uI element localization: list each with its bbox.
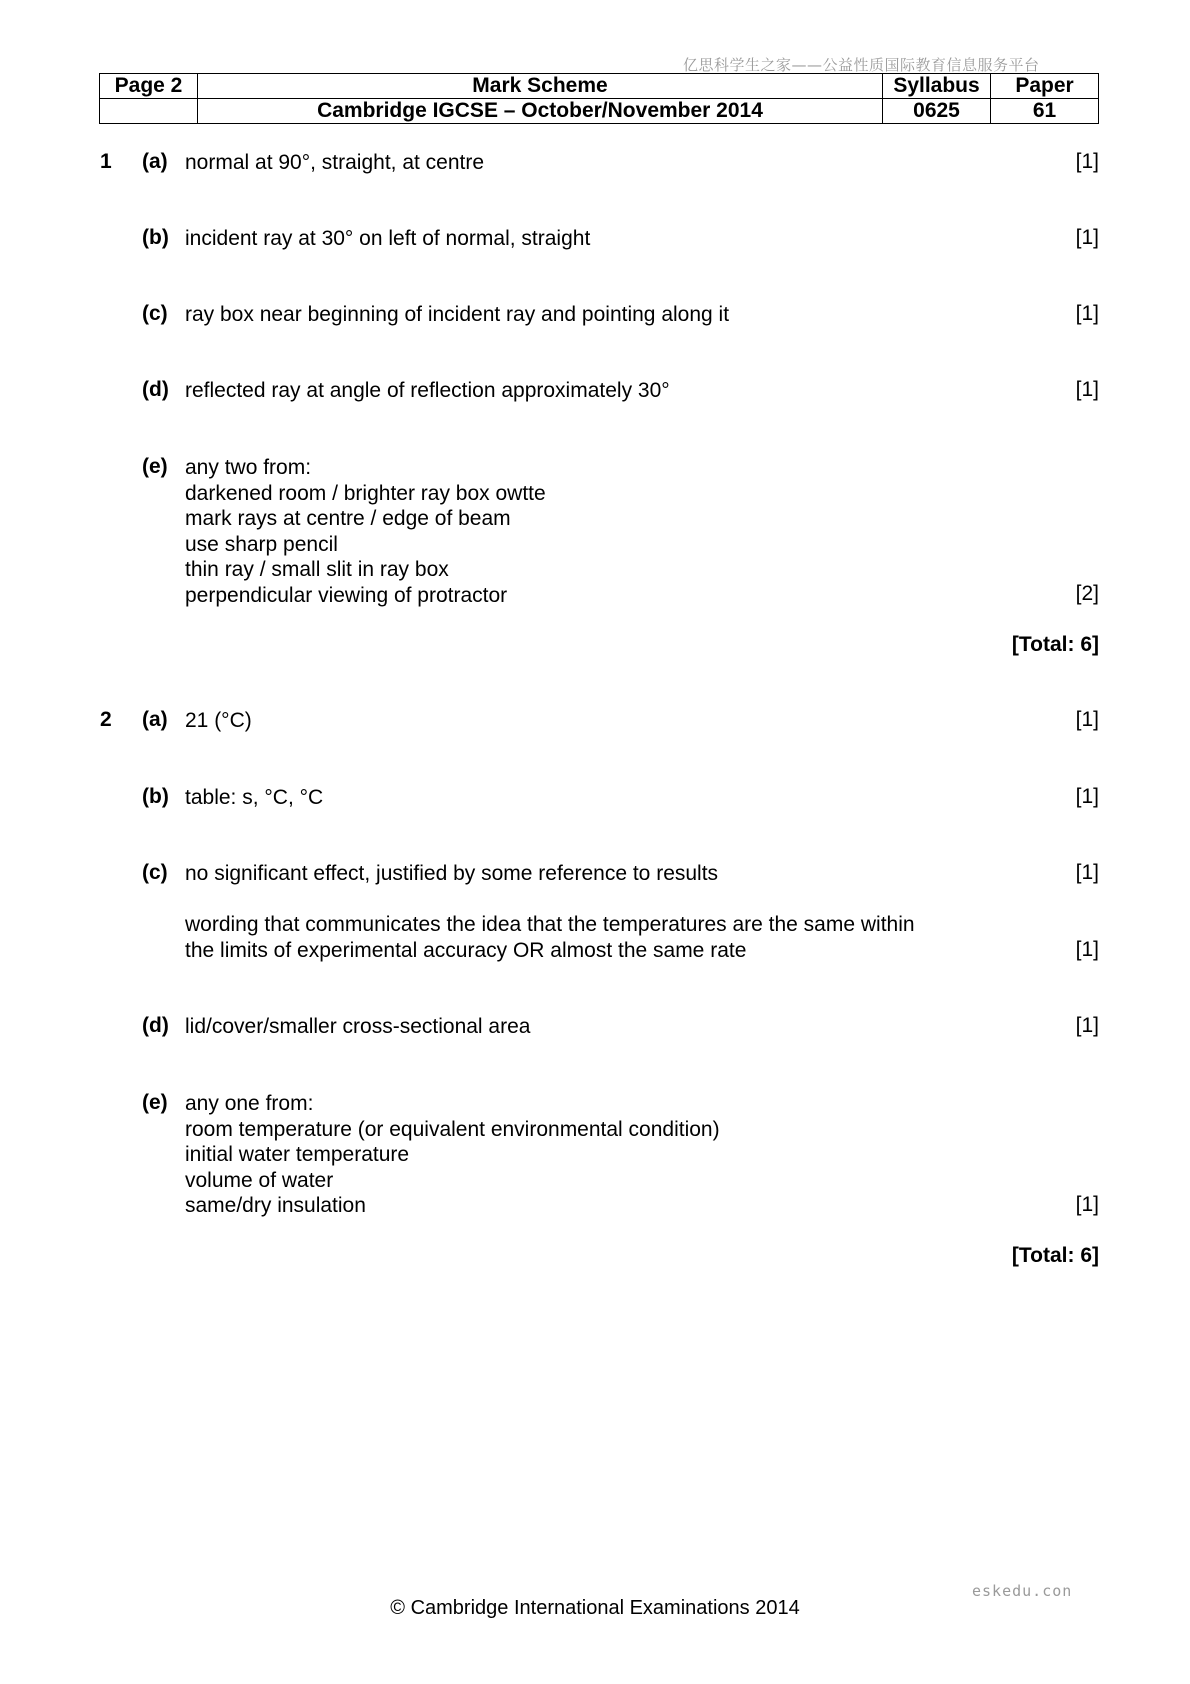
question-number: 2 [100, 708, 112, 731]
answer-text: lid/cover/smaller cross-sectional area [185, 1015, 531, 1038]
mark: [1] [1075, 861, 1099, 884]
answer-text: reflected ray at angle of reflection approximately 30° [185, 379, 670, 402]
answer-text: wording that communicates the idea that the temperatures are the same within the limits of experimental accuracy OR almost the same rate [185, 913, 915, 962]
answer-text: no significant effect, justified by some reference to results [185, 862, 719, 885]
list-item: mark rays at centre / edge of beam [185, 507, 511, 530]
mark: [1] [1075, 938, 1099, 961]
mark: [1] [1075, 785, 1099, 808]
list-item: any two from: [185, 456, 312, 479]
part-label: (e) [142, 455, 168, 478]
paper-label: Paper [991, 74, 1099, 99]
part-label: (a) [142, 150, 168, 173]
part-label: (a) [142, 708, 168, 731]
question-number: 1 [100, 150, 112, 173]
mark: [2] [1075, 582, 1099, 605]
list-item: thin ray / small slit in ray box [185, 558, 449, 581]
mark: [1] [1075, 150, 1099, 173]
mark: [1] [1075, 226, 1099, 249]
answer-list [185, 1091, 720, 1219]
answer-text: ray box near beginning of incident ray and pointing along it [185, 303, 730, 326]
watermark-top: 亿思科学生之家——公益性质国际教育信息服务平台 [683, 56, 1040, 74]
part-label: (d) [142, 378, 169, 401]
answer-text: 21 (°C) [185, 709, 252, 732]
list-item: volume of water [185, 1168, 334, 1192]
total-mark: [Total: 6] [1011, 633, 1099, 656]
list-item: perpendicular viewing of protractor [185, 583, 508, 607]
copyright-footer: © Cambridge International Examinations 2014 [390, 1597, 800, 1619]
part-label: (c) [142, 861, 168, 884]
answer-list [185, 455, 546, 608]
part-label: (c) [142, 302, 168, 325]
answer-text: table: s, °C, °C [185, 786, 324, 809]
list-item: same/dry insulation [185, 1194, 366, 1217]
exam-name: Cambridge IGCSE – October/November 2014 [198, 99, 883, 124]
mark: [1] [1075, 1014, 1099, 1037]
page-number: Page 2 [100, 74, 198, 99]
part-label: (b) [142, 226, 169, 249]
list-item: use sharp pencil [185, 532, 338, 556]
mark: [1] [1075, 1193, 1099, 1216]
part-label: (e) [142, 1091, 168, 1114]
list-item: darkened room / brighter ray box owtte [185, 481, 546, 505]
answer-text: incident ray at 30° on left of normal, straight [185, 227, 591, 250]
mark: [1] [1075, 378, 1099, 401]
mark: [1] [1075, 708, 1099, 731]
document-title: Mark Scheme [198, 74, 883, 99]
list-item: initial water temperature [185, 1143, 410, 1166]
list-item: room temperature (or equivalent environmental condition) [185, 1117, 720, 1141]
mark: [1] [1075, 302, 1099, 325]
syllabus-label: Syllabus [883, 74, 991, 99]
total-mark: [Total: 6] [1011, 1244, 1099, 1267]
header-table [99, 73, 1099, 124]
list-item: any one from: [185, 1092, 314, 1115]
part-label: (b) [142, 785, 169, 808]
syllabus-code: 0625 [883, 99, 991, 124]
answer-text: normal at 90°, straight, at centre [185, 151, 485, 174]
part-label: (d) [142, 1014, 169, 1037]
paper-number: 61 [991, 99, 1099, 124]
watermark-bottom: eskedu.con [972, 1582, 1073, 1600]
